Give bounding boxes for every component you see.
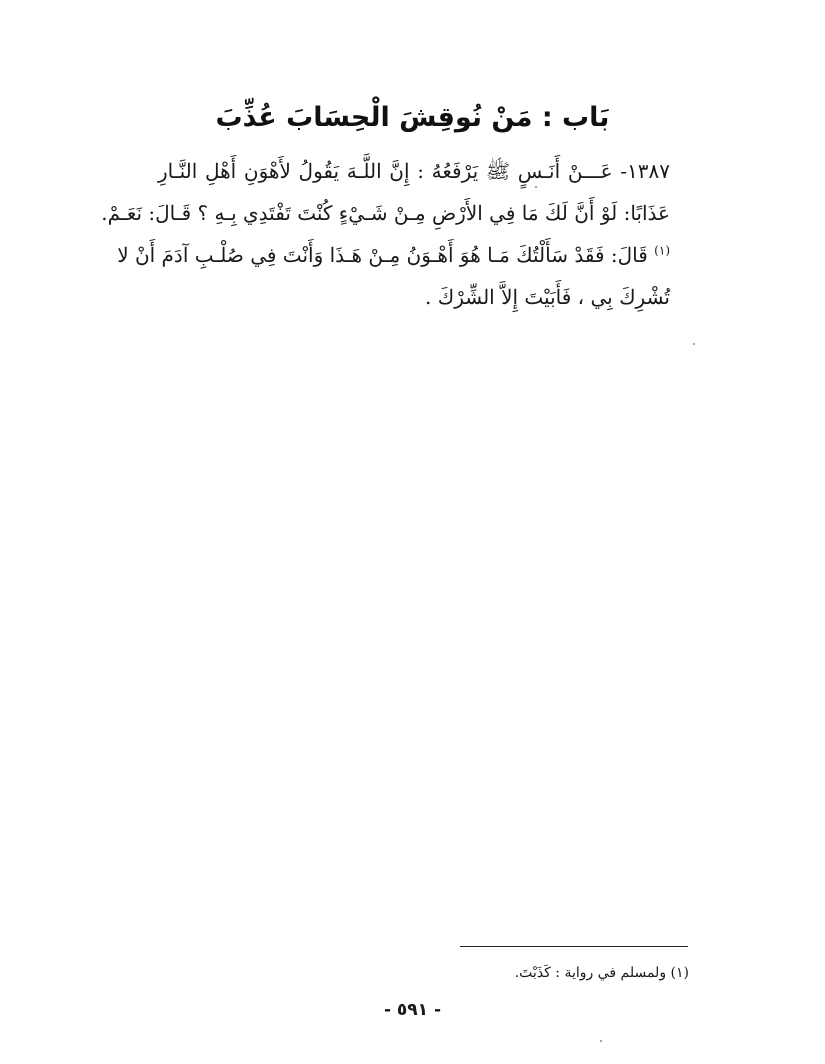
scan-speck	[693, 343, 695, 345]
hadith-line: تُشْرِكَ بِي ، فَأَبَيْتَ إِلاَّ الشِّرْكَ .	[425, 285, 670, 309]
hadith-line: ١٣٨٧- عَـــنْ أَنَـسٍ ﷺ يَرْفَعُهُ : إِنَّ اللَّـهَ يَقُولُ لأَهْوَنِ أَهْلِ النَّـارِ	[158, 159, 670, 183]
footnote-reference: (١)	[654, 243, 670, 258]
scan-speck	[535, 186, 537, 188]
hadith-line-text: قَالَ: فَقَدْ سَأَلْتُكَ مَـا هُوَ أَهْـوَنُ مِـنْ هَـذَا وَأَنْتَ فِي صُلْـبِ آدَمَ أَنْ لا	[117, 243, 648, 267]
scan-speck	[600, 1040, 602, 1042]
footnote: (١) ولمسلم في رواية : كَذَبْتَ.	[514, 965, 689, 981]
hadith-line: عَذَابًا: لَوْ أَنَّ لَكَ مَا فِي الأَرْضِ مِـنْ شَـيْءٍ كُنْتَ تَفْتَدِي بِـهِ ؟ قَـالَ: نَعَـمْ.	[101, 201, 670, 225]
footnote-divider	[460, 946, 688, 947]
chapter-title: بَاب : مَنْ نُوقِشَ الْحِسَابَ عُذِّبَ	[215, 102, 610, 133]
page-number: - ٥٩١ -	[383, 1000, 442, 1020]
hadith-line-with-footnote	[117, 234, 670, 276]
hadith-text	[101, 150, 670, 318]
